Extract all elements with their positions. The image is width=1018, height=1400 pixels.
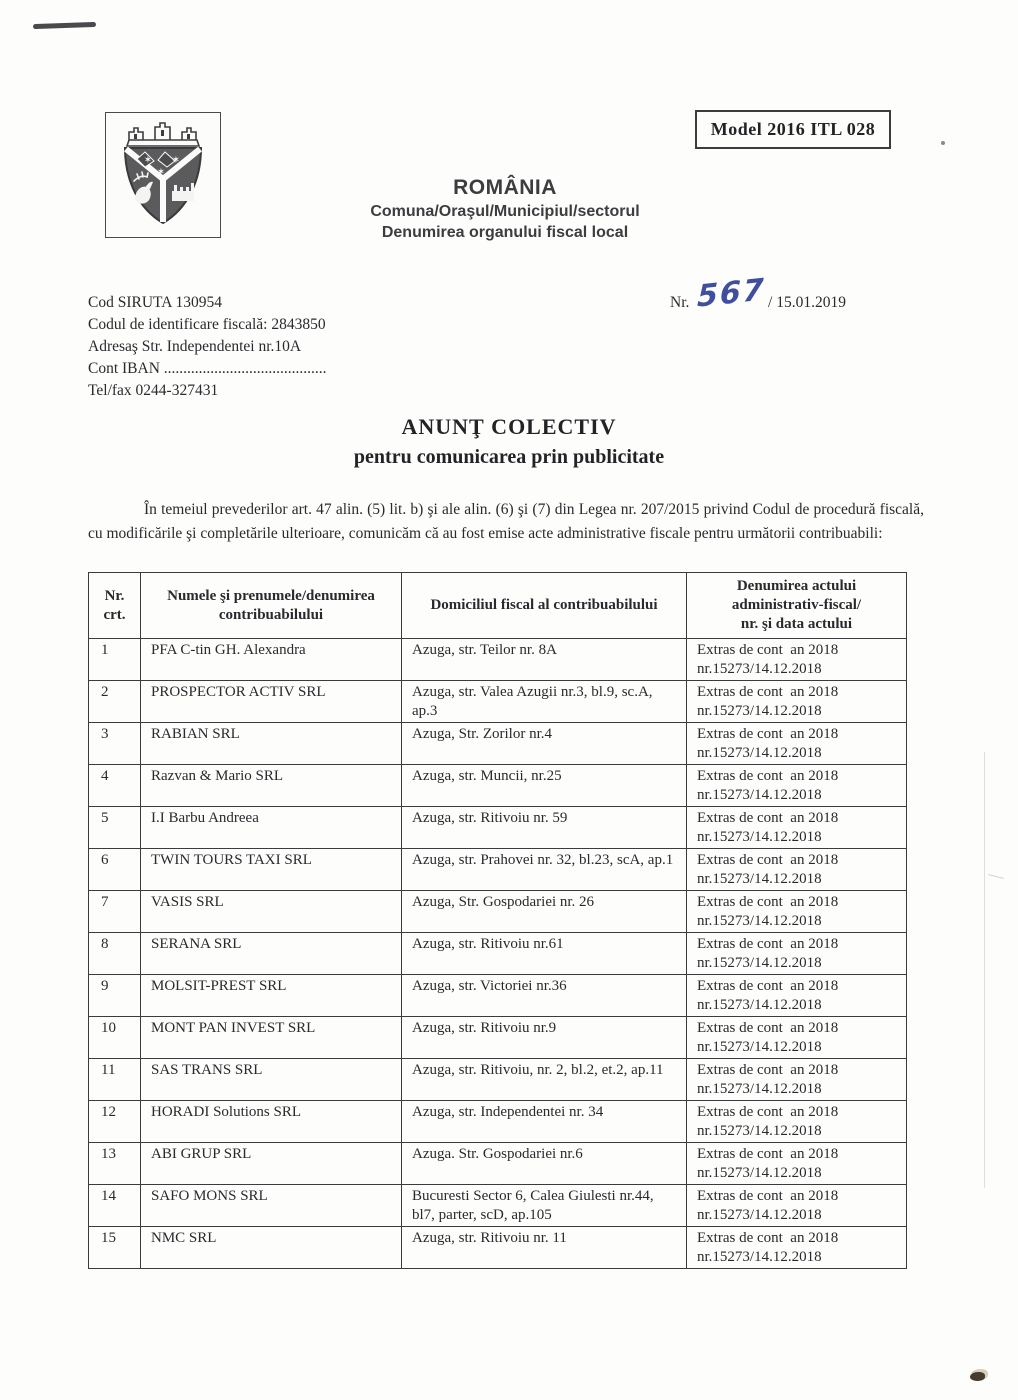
row-act-nr: nr.15273/14.12.2018 (697, 870, 822, 887)
table-row (89, 933, 907, 975)
org-line-2: Denumirea organului fiscal local (381, 224, 629, 241)
row-act-nr: nr.15273/14.12.2018 (697, 954, 822, 971)
row-name: SERANA SRL (141, 933, 402, 975)
row-name: SAFO MONS SRL (141, 1185, 402, 1227)
row-name: ABI GRUP SRL (141, 1143, 402, 1185)
scan-speck-dot (941, 141, 945, 145)
row-address: Azuga, str. Muncii, nr.25 (402, 765, 687, 807)
coat-of-arms-icon (117, 119, 209, 232)
country-heading (255, 176, 755, 242)
row-name: RABIAN SRL (141, 723, 402, 765)
adresa: Adresaş Str. Independentei nr.10A (88, 338, 302, 355)
row-act-nr: nr.15273/14.12.2018 (697, 1206, 822, 1223)
table-row (89, 765, 907, 807)
row-act-nr: nr.15273/14.12.2018 (697, 1038, 822, 1055)
row-act-nr: nr.15273/14.12.2018 (697, 1080, 822, 1097)
row-act (687, 1101, 907, 1143)
table-row (89, 1143, 907, 1185)
header-act: Denumirea actului administrativ-fiscal/ nr. şi data actului (687, 573, 907, 639)
row-act-name: Extras de cont an 2018 (697, 1230, 839, 1246)
contributors-table (88, 572, 907, 1269)
row-nr: 15 (89, 1227, 141, 1269)
row-nr: 10 (89, 1017, 141, 1059)
row-act (687, 1143, 907, 1185)
row-nr: 4 (89, 765, 141, 807)
table-row (89, 1101, 907, 1143)
table-row (89, 723, 907, 765)
row-address: Azuga, str. Independentei nr. 34 (402, 1101, 687, 1143)
row-act (687, 933, 907, 975)
row-address: Azuga, str. Valea Azugii nr.3, bl.9, sc.A, ap.3 (402, 681, 687, 723)
row-act (687, 1017, 907, 1059)
row-name: TWIN TOURS TAXI SRL (141, 849, 402, 891)
row-act (687, 891, 907, 933)
row-address: Azuga, str. Ritivoiu nr.61 (402, 933, 687, 975)
table-row (89, 1185, 907, 1227)
row-act (687, 681, 907, 723)
row-act-name: Extras de cont an 2018 (697, 684, 839, 700)
row-name: HORADI Solutions SRL (141, 1101, 402, 1143)
svg-text:✶: ✶ (171, 154, 181, 166)
cod-fiscal: Codul de identificare fiscală: 2843850 (88, 316, 326, 333)
row-name: Razvan & Mario SRL (141, 765, 402, 807)
row-act-name: Extras de cont an 2018 (697, 936, 839, 952)
table-row (89, 891, 907, 933)
row-act (687, 975, 907, 1017)
row-address: Azuga, Str. Gospodariei nr. 26 (402, 891, 687, 933)
row-act-name: Extras de cont an 2018 (697, 726, 839, 742)
row-address: Azuga, str. Teilor nr. 8A (402, 639, 687, 681)
table-row (89, 681, 907, 723)
row-name: VASIS SRL (141, 891, 402, 933)
row-act-name: Extras de cont an 2018 (697, 642, 839, 658)
document-title (0, 414, 1018, 469)
row-nr: 6 (89, 849, 141, 891)
row-name: PFA C-tin GH. Alexandra (141, 639, 402, 681)
row-act-nr: nr.15273/14.12.2018 (697, 702, 822, 719)
legal-paragraph: În temeiul prevederilor art. 47 alin. (5) lit. b) şi ale alin. (6) şi (7) din Legea nr. 207/2015 privind Codul de procedură fiscală, cu modificările şi completările ulterioare, comunicăm că au fost emise acte administrative fiscale pentru următorii contribuabili: (88, 501, 924, 542)
table-row (89, 1017, 907, 1059)
header-address: Domiciliul fiscal al contribuabilului (402, 573, 687, 639)
row-act-nr: nr.15273/14.12.2018 (697, 1122, 822, 1139)
row-act (687, 849, 907, 891)
table-row (89, 1059, 907, 1101)
row-nr: 5 (89, 807, 141, 849)
row-address: Azuga, str. Ritivoiu nr. 59 (402, 807, 687, 849)
country-name: ROMÂNIA (453, 176, 557, 199)
nr-separator: / (768, 294, 773, 311)
row-act (687, 1185, 907, 1227)
row-act-name: Extras de cont an 2018 (697, 1188, 839, 1204)
row-nr: 7 (89, 891, 141, 933)
svg-text:✶: ✶ (143, 154, 153, 166)
row-address: Azuga, str. Ritivoiu nr.9 (402, 1017, 687, 1059)
row-address: Bucuresti Sector 6, Calea Giulesti nr.44, bl7, parter, scD, ap.105 (402, 1185, 687, 1227)
row-act (687, 723, 907, 765)
row-act-nr: nr.15273/14.12.2018 (697, 786, 822, 803)
nr-date: 15.01.2019 (776, 294, 846, 311)
row-address: Azuga, str. Victoriei nr.36 (402, 975, 687, 1017)
row-address: Azuga, str. Ritivoiu nr. 11 (402, 1227, 687, 1269)
row-address: Azuga. Str. Gospodariei nr.6 (402, 1143, 687, 1185)
row-act (687, 765, 907, 807)
nr-prefix: Nr. (670, 294, 690, 311)
contributors-table-wrap (88, 572, 906, 1269)
row-act-nr: nr.15273/14.12.2018 (697, 996, 822, 1013)
row-act-name: Extras de cont an 2018 (697, 852, 839, 868)
tel-fax: Tel/fax 0244-327431 (88, 382, 219, 399)
scan-fold-tick (988, 874, 1004, 879)
handwritten-number: 567 (696, 272, 767, 315)
row-nr: 1 (89, 639, 141, 681)
pen-mark (33, 22, 96, 29)
row-nr: 14 (89, 1185, 141, 1227)
row-name: PROSPECTOR ACTIV SRL (141, 681, 402, 723)
row-act (687, 1059, 907, 1101)
row-address: Azuga, Str. Zorilor nr.4 (402, 723, 687, 765)
row-nr: 8 (89, 933, 141, 975)
table-row (89, 849, 907, 891)
row-nr: 2 (89, 681, 141, 723)
row-nr: 12 (89, 1101, 141, 1143)
row-name: I.I Barbu Andreea (141, 807, 402, 849)
title-line-2: pentru comunicarea prin publicitate (353, 446, 665, 468)
row-act-name: Extras de cont an 2018 (697, 1146, 839, 1162)
row-nr: 13 (89, 1143, 141, 1185)
table-row (89, 639, 907, 681)
row-act-name: Extras de cont an 2018 (697, 768, 839, 784)
row-act-name: Extras de cont an 2018 (697, 894, 839, 910)
table-header-row (89, 573, 907, 639)
table-row (89, 1227, 907, 1269)
row-act (687, 807, 907, 849)
cont-iban: Cont IBAN .......................................... (88, 360, 327, 377)
row-act (687, 1227, 907, 1269)
model-box-label: Model 2016 ITL 028 (710, 119, 876, 139)
row-address: Azuga, str. Prahovei nr. 32, bl.23, scA, ap.1 (402, 849, 687, 891)
title-line-1: ANUNŢ COLECTIV (401, 414, 617, 439)
row-act-nr: nr.15273/14.12.2018 (697, 1164, 822, 1181)
row-act-nr: nr.15273/14.12.2018 (697, 1248, 822, 1265)
org-line-1: Comuna/Oraşul/Municipiul/sectorul (370, 203, 640, 220)
document-number-line (670, 272, 930, 315)
row-name: MONT PAN INVEST SRL (141, 1017, 402, 1059)
row-act-nr: nr.15273/14.12.2018 (697, 912, 822, 929)
row-nr: 11 (89, 1059, 141, 1101)
table-row (89, 975, 907, 1017)
row-name: SAS TRANS SRL (141, 1059, 402, 1101)
issuer-info (88, 292, 508, 402)
row-act-nr: nr.15273/14.12.2018 (697, 744, 822, 761)
row-act-name: Extras de cont an 2018 (697, 810, 839, 826)
row-act (687, 639, 907, 681)
row-act-name: Extras de cont an 2018 (697, 978, 839, 994)
row-name: NMC SRL (141, 1227, 402, 1269)
coat-of-arms-box (105, 112, 221, 238)
row-act-name: Extras de cont an 2018 (697, 1104, 839, 1120)
row-name: MOLSIT-PREST SRL (141, 975, 402, 1017)
table-body (89, 639, 907, 1269)
header-nr-crt: Nr. crt. (89, 573, 141, 639)
scan-fold-line (984, 752, 985, 1188)
row-act-nr: nr.15273/14.12.2018 (697, 660, 822, 677)
row-act-name: Extras de cont an 2018 (697, 1062, 839, 1078)
cod-siruta: Cod SIRUTA 130954 (88, 294, 222, 311)
header-name: Numele şi prenumele/denumirea contribuabilului (141, 573, 402, 639)
row-nr: 3 (89, 723, 141, 765)
table-row (89, 807, 907, 849)
row-nr: 9 (89, 975, 141, 1017)
row-act-nr: nr.15273/14.12.2018 (697, 828, 822, 845)
svg-text:✶: ✶ (156, 166, 166, 178)
model-box (695, 110, 891, 149)
row-address: Azuga, str. Ritivoiu, nr. 2, bl.2, et.2, ap.11 (402, 1059, 687, 1101)
scan-corner-speck (970, 1372, 985, 1381)
row-act-name: Extras de cont an 2018 (697, 1020, 839, 1036)
